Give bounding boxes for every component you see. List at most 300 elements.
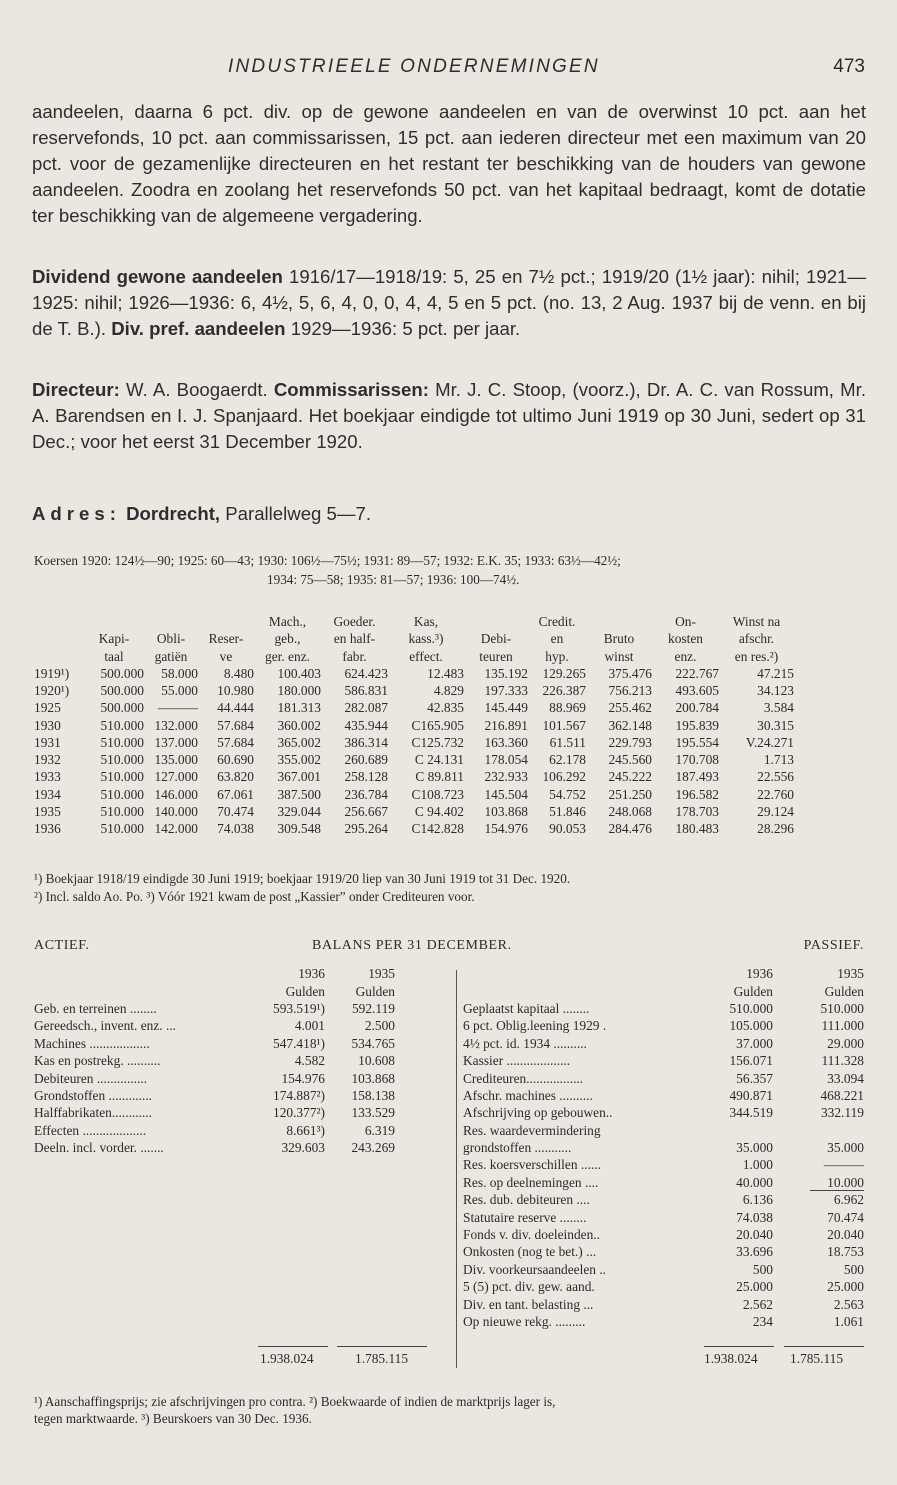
balance-value-1936: 510.000 bbox=[729, 1000, 773, 1016]
table-cell: 163.360 bbox=[484, 734, 528, 750]
spacer bbox=[463, 965, 685, 982]
table-cell: 500.000 bbox=[100, 665, 144, 681]
balance-unit-row bbox=[34, 982, 395, 999]
table-header-row bbox=[34, 630, 794, 648]
dividend-text: 1916/17—1918/19: 5, 25 en 7½ pct.; 1919/20 (1½ jaar): nihil; 1921—1925: nihil; 1926—1936: 6, 4½, 5, 6, 4, 0, 0, 4, 4, 5 en 5 pct. (no. 13, 2 Aug. 1937 bij de venn. en bij de T. B.). bbox=[32, 266, 866, 339]
balance-value-1936: 56.357 bbox=[736, 1070, 773, 1086]
total-rule bbox=[784, 1346, 864, 1347]
column-header: Obli- bbox=[156, 631, 186, 646]
balance-value-1936: 35.000 bbox=[736, 1140, 773, 1156]
actief-total-1935: 1.785.115 bbox=[355, 1351, 409, 1366]
table-cell: 500.000 bbox=[100, 700, 144, 716]
address-street: Parallelweg 5—7. bbox=[220, 503, 371, 524]
balance-row bbox=[463, 1122, 864, 1139]
balance-value-1935: 510.000 bbox=[820, 1000, 864, 1016]
table-cell: 197.333 bbox=[484, 682, 528, 698]
balance-value-1936: 4.001 bbox=[294, 1018, 325, 1034]
table-cell: 42.835 bbox=[427, 700, 464, 716]
column-header bbox=[144, 612, 198, 630]
row-year: 1919¹) bbox=[34, 665, 70, 681]
unit-label: Gulden bbox=[355, 983, 395, 999]
table-cell: 178.054 bbox=[484, 752, 528, 768]
table-cell: C 24.131 bbox=[414, 752, 464, 768]
column-header: taal bbox=[104, 648, 124, 664]
balance-value-1935: 133.529 bbox=[351, 1105, 395, 1121]
table-cell: 170.708 bbox=[675, 752, 719, 768]
paragraph-statutes bbox=[32, 99, 866, 229]
table-cell: 435.944 bbox=[344, 717, 388, 733]
total-rule bbox=[337, 1346, 427, 1347]
table-cell: 510.000 bbox=[100, 769, 144, 785]
table-cell: 140.000 bbox=[154, 804, 198, 820]
balance-item-label: 5 (5) pct. div. gew. aand. bbox=[463, 1279, 595, 1295]
balance-value-1936 bbox=[685, 1122, 773, 1139]
balance-title: BALANS PER 31 DECEMBER. bbox=[312, 938, 512, 953]
balance-row bbox=[463, 1295, 864, 1312]
balance-item-label: Crediteuren................. bbox=[463, 1070, 584, 1086]
table-cell: 180.483 bbox=[675, 821, 719, 837]
table-cell: C 89.811 bbox=[415, 769, 464, 785]
balance-item-label: Kassier ................... bbox=[463, 1053, 571, 1069]
column-header: en res.²) bbox=[734, 648, 779, 664]
balance-item-label: 4½ pct. id. 1934 .......... bbox=[463, 1035, 587, 1051]
row-year: 1920¹) bbox=[34, 682, 70, 698]
table-cell: 367.001 bbox=[277, 769, 321, 785]
column-header: effect. bbox=[409, 648, 443, 664]
table-cell: 586.831 bbox=[344, 682, 388, 698]
table-cell: 57.684 bbox=[217, 717, 254, 733]
table-cell: 57.684 bbox=[217, 734, 254, 750]
column-header bbox=[34, 647, 84, 665]
balance-value-1935: 534.765 bbox=[351, 1035, 395, 1051]
commissarissen-text: Mr. J. C. Stoop, (voorz.), Dr. A. C. van Rossum, Mr. A. Barendsen en I. J. Spanjaard. Het boekjaar eindigde tot ultimo Juni 1919 op 30 Juni, sedert op 31 Dec.; voor het eerst 31 December 1920. bbox=[32, 379, 866, 452]
table-cell: 236.784 bbox=[344, 786, 388, 802]
column-header bbox=[464, 612, 528, 630]
balance-header bbox=[34, 938, 864, 958]
paragraph-management bbox=[32, 377, 866, 455]
balance-row bbox=[34, 1139, 395, 1156]
balance-value-1936: 547.418¹) bbox=[273, 1035, 325, 1051]
unit-label: Gulden bbox=[733, 983, 773, 999]
balance-row bbox=[463, 1104, 864, 1121]
table-cell: 251.250 bbox=[608, 786, 652, 802]
balance-row bbox=[34, 1052, 395, 1069]
balance-item-label: Op nieuwe rekg. ......... bbox=[463, 1314, 586, 1329]
balance-divider bbox=[456, 970, 457, 1368]
balance-value-1936: 156.071 bbox=[729, 1053, 773, 1069]
column-header: hyp. bbox=[545, 648, 569, 664]
balance-item-label: Deeln. incl. vorder. ....... bbox=[34, 1140, 164, 1156]
balance-row bbox=[34, 1087, 395, 1104]
balance-row bbox=[463, 1156, 864, 1173]
table-cell: 61.511 bbox=[549, 734, 586, 750]
balance-item-label: Res. dub. debiteuren .... bbox=[463, 1192, 590, 1208]
pref-dividend-label: Div. pref. aandeelen bbox=[111, 318, 286, 339]
balance-item-label: Kas en postrekg. .......... bbox=[34, 1053, 161, 1069]
table-cell: 510.000 bbox=[100, 752, 144, 768]
table-cell: C165.905 bbox=[411, 717, 464, 733]
column-header: en half- bbox=[333, 631, 376, 646]
paragraph-address bbox=[32, 501, 866, 527]
table-cell: 226.387 bbox=[542, 682, 586, 698]
financial-table bbox=[34, 612, 794, 837]
table-cell: 145.449 bbox=[484, 700, 528, 716]
table-cell: 510.000 bbox=[100, 786, 144, 802]
balance-value-1935: 18.753 bbox=[827, 1244, 864, 1260]
table-cell: 284.476 bbox=[608, 821, 652, 837]
balance-value-1936: 174.887²) bbox=[273, 1087, 325, 1103]
balance-item-label: Grondstoffen ............. bbox=[34, 1087, 153, 1103]
table-cell: 74.038 bbox=[217, 821, 254, 837]
actief-table bbox=[34, 965, 395, 1156]
balance-value-1936: 500 bbox=[752, 1261, 773, 1277]
table-row bbox=[34, 820, 794, 837]
balance-value-1935: 70.474 bbox=[827, 1209, 864, 1225]
table-cell: 510.000 bbox=[100, 717, 144, 733]
balance-value-1936: 154.976 bbox=[281, 1070, 325, 1086]
table-body bbox=[34, 665, 794, 838]
table-cell: 255.462 bbox=[608, 700, 652, 716]
table-cell: 34.123 bbox=[757, 682, 794, 698]
table-header bbox=[34, 612, 794, 665]
table-cell: 493.605 bbox=[675, 682, 719, 698]
column-header: kosten bbox=[668, 631, 703, 646]
balance-value-1935: 592.119 bbox=[351, 1000, 395, 1016]
table-cell: 365.002 bbox=[277, 734, 321, 750]
balance-value-1935: 2.500 bbox=[364, 1018, 395, 1034]
table-cell: 756.213 bbox=[608, 682, 652, 698]
table-row bbox=[34, 803, 794, 820]
balance-value-1935: 10.000 bbox=[827, 1174, 864, 1190]
column-header: fabr. bbox=[342, 648, 367, 664]
address-label: Adres: bbox=[32, 503, 121, 524]
table-cell: 132.000 bbox=[154, 717, 198, 733]
balance-row bbox=[463, 1278, 864, 1295]
commissarissen-label: Commissarissen: bbox=[273, 379, 429, 400]
table-cell: V.24.271 bbox=[745, 734, 794, 750]
balance-row bbox=[463, 1087, 864, 1104]
table-cell: 51.846 bbox=[549, 804, 586, 820]
column-header: Kapi- bbox=[98, 631, 130, 646]
table-cell: 22.760 bbox=[757, 786, 794, 802]
directeur-label: Directeur: bbox=[32, 379, 120, 400]
balance-row bbox=[463, 1035, 864, 1052]
balance-footnotes bbox=[34, 1393, 864, 1427]
running-header bbox=[0, 56, 897, 86]
balance-value-1935: 103.868 bbox=[351, 1070, 395, 1086]
table-cell: 216.891 bbox=[484, 717, 528, 733]
balance-row bbox=[463, 1174, 864, 1191]
table-cell: 260.689 bbox=[344, 752, 388, 768]
balance-value-1936: 490.871 bbox=[729, 1087, 773, 1103]
balance-item-label: grondstoffen ........... bbox=[463, 1140, 572, 1156]
table-cell: 500.000 bbox=[100, 682, 144, 698]
balance-item-label: Afschr. machines .......... bbox=[463, 1087, 593, 1103]
table-row bbox=[34, 786, 794, 803]
table-cell: 127.000 bbox=[154, 769, 198, 785]
column-header: ve bbox=[219, 648, 233, 664]
table-cell: 258.128 bbox=[344, 769, 388, 785]
balance-value-1935 bbox=[773, 1122, 864, 1139]
spacer bbox=[34, 965, 259, 982]
table-cell: 63.820 bbox=[217, 769, 254, 785]
column-header: On- bbox=[675, 613, 696, 629]
table-cell: 180.000 bbox=[277, 682, 321, 698]
column-header: Kas, bbox=[413, 613, 439, 629]
balance-value-1935: 33.094 bbox=[827, 1070, 864, 1086]
table-cell: 245.560 bbox=[608, 752, 652, 768]
column-header: en bbox=[550, 631, 564, 646]
column-header: Winst na bbox=[732, 613, 781, 629]
balance-row bbox=[463, 1191, 864, 1208]
balance-row bbox=[34, 1104, 395, 1121]
table-cell: 510.000 bbox=[100, 821, 144, 837]
balance-value-1936: 6.136 bbox=[742, 1192, 773, 1208]
balance-item-label: Effecten ................... bbox=[34, 1122, 147, 1138]
row-year: 1936 bbox=[34, 821, 61, 837]
year-1936: 1936 bbox=[298, 966, 325, 982]
balance-item-label: Machines .................. bbox=[34, 1035, 150, 1051]
row-year: 1933 bbox=[34, 769, 61, 785]
balance-item-label: Res. waardevermindering bbox=[463, 1122, 601, 1138]
table-cell: 103.868 bbox=[484, 804, 528, 820]
address-city: Dordrecht, bbox=[126, 503, 221, 524]
actief-title: ACTIEF. bbox=[34, 938, 90, 953]
balance-value-1936: 344.519 bbox=[729, 1105, 773, 1121]
table-cell: 195.839 bbox=[675, 717, 719, 733]
table-cell: C125.732 bbox=[411, 734, 464, 750]
actief-total-1936: 1.938.024 bbox=[260, 1351, 314, 1366]
column-header bbox=[34, 612, 84, 630]
balance-row bbox=[463, 1139, 864, 1156]
table-cell: 386.314 bbox=[344, 734, 388, 750]
balance-value-1936: 25.000 bbox=[736, 1279, 773, 1295]
balance-value-1936: 8.661³) bbox=[286, 1122, 325, 1138]
balance-value-1935: 35.000 bbox=[827, 1140, 864, 1156]
table-cell: 178.703 bbox=[675, 804, 719, 820]
passief-table bbox=[463, 965, 864, 1330]
balance-value-1936: 74.038 bbox=[736, 1209, 773, 1225]
balance-value-1935: 6.319 bbox=[364, 1122, 395, 1138]
table-cell: 195.554 bbox=[675, 734, 719, 750]
column-header: geb., bbox=[274, 631, 301, 646]
footnote-line-2: tegen marktwaarde. ³) Beurskoers van 30 Dec. 1936. bbox=[34, 1411, 312, 1426]
table-cell: 29.124 bbox=[757, 804, 794, 820]
table-cell: 154.976 bbox=[484, 821, 528, 837]
passief-total-1935: 1.785.115 bbox=[790, 1351, 844, 1366]
running-title: INDUSTRIEELE ONDERNEMINGEN bbox=[228, 56, 600, 77]
balance-item-label: Statutaire reserve ........ bbox=[463, 1209, 587, 1225]
spacer bbox=[34, 982, 259, 999]
balance-row bbox=[463, 1208, 864, 1225]
table-cell: 360.002 bbox=[277, 717, 321, 733]
table-row bbox=[34, 665, 794, 682]
balance-value-1935: 1.061 bbox=[833, 1314, 864, 1329]
balance-item-label: Div. voorkeursaandeelen .. bbox=[463, 1261, 607, 1277]
year-1936: 1936 bbox=[746, 966, 773, 982]
balance-value-1936: 4.582 bbox=[294, 1053, 325, 1069]
share-prices-line-1: Koersen 1920: 124½—90; 1925: 60—43; 1930: 106½—75½; 1931: 89—57; 1932: E.K. 35; 1933: 63½—42½; bbox=[34, 553, 621, 568]
balance-item-label: Fonds v. div. doeleinden.. bbox=[463, 1227, 600, 1243]
table-cell: 375.476 bbox=[608, 665, 652, 681]
paragraph-text: aandeelen, daarna 6 pct. div. op de gewone aandeelen en van de overwinst 10 pct. aan het reservefonds, 10 pct. aan commissarissen, 15 pct. aan iederen directeur met een maximum van 20 pct. voor de gezamenlijke directeuren en het restant ter beschikking van de houders van gewone aandeelen. Zoodra en zoolang het reservefonds 50 pct. van het kapitaal bedraagt, komt de dotatie ter beschikking van de algemeene vergadering. bbox=[32, 101, 866, 226]
column-header: enz. bbox=[674, 648, 697, 664]
table-cell: 355.002 bbox=[277, 752, 321, 768]
balance-value-1935: 468.221 bbox=[820, 1087, 864, 1103]
table-cell: 510.000 bbox=[100, 804, 144, 820]
table-cell: 256.667 bbox=[344, 804, 388, 820]
table-cell: 3.584 bbox=[763, 700, 794, 716]
table-cell: 60.690 bbox=[217, 752, 254, 768]
table-row bbox=[34, 716, 794, 733]
balance-year-row bbox=[34, 965, 395, 982]
table-cell: 70.474 bbox=[217, 804, 254, 820]
balance-value-1936: 40.000 bbox=[736, 1174, 773, 1190]
column-header: Credit. bbox=[538, 613, 576, 629]
table-cell: 135.192 bbox=[484, 665, 528, 681]
table-cell: 295.264 bbox=[344, 821, 388, 837]
balance-value-1935: 111.000 bbox=[821, 1018, 864, 1034]
balance-row bbox=[463, 1000, 864, 1017]
column-header: Mach., bbox=[268, 613, 307, 629]
dash-rule bbox=[810, 1190, 864, 1191]
balance-row bbox=[34, 1069, 395, 1086]
year-1935: 1935 bbox=[368, 966, 395, 982]
balance-value-1936: 105.000 bbox=[729, 1018, 773, 1034]
balance-value-1935: ——— bbox=[823, 1157, 864, 1173]
table-cell: 145.504 bbox=[484, 786, 528, 802]
table-cell: C 94.402 bbox=[414, 804, 464, 820]
column-header bbox=[198, 612, 254, 630]
balance-item-label: Res. op deelnemingen .... bbox=[463, 1174, 599, 1190]
row-year: 1931 bbox=[34, 734, 61, 750]
table-cell: 12.483 bbox=[427, 665, 464, 681]
column-header: teuren bbox=[479, 648, 513, 664]
footnote-line-1: ¹) Aanschaffingsprijs; zie afschrijvingen pro contra. ²) Boekwaarde of indien de marktprijs lager is, bbox=[34, 1394, 556, 1409]
balance-item-label: Geplaatst kapitaal ........ bbox=[463, 1000, 590, 1016]
paragraph-dividend bbox=[32, 264, 866, 342]
column-header: gatiën bbox=[154, 648, 188, 664]
table-cell: 58.000 bbox=[161, 665, 198, 681]
balance-item-label: Div. en tant. belasting ... bbox=[463, 1296, 594, 1312]
table-cell: 248.068 bbox=[608, 804, 652, 820]
table-cell: 362.148 bbox=[608, 717, 652, 733]
balance-value-1935: 111.328 bbox=[821, 1053, 864, 1069]
column-header bbox=[84, 612, 144, 630]
table-cell: 181.313 bbox=[277, 700, 321, 716]
table-cell: C142.828 bbox=[411, 821, 464, 837]
table-cell: 54.752 bbox=[549, 786, 586, 802]
table-cell: 196.582 bbox=[675, 786, 719, 802]
table-cell: 232.933 bbox=[484, 769, 528, 785]
balance-year-row bbox=[463, 965, 864, 982]
table-cell: 137.000 bbox=[154, 734, 198, 750]
balance-value-1935: 10.608 bbox=[358, 1053, 395, 1069]
balance-item-label: Geb. en terreinen ........ bbox=[34, 1000, 157, 1016]
table-cell: 187.493 bbox=[675, 769, 719, 785]
table-cell: 8.480 bbox=[223, 665, 254, 681]
table-cell: 100.403 bbox=[277, 665, 321, 681]
balance-value-1936: 1.000 bbox=[742, 1157, 773, 1173]
row-year: 1935 bbox=[34, 804, 61, 820]
passief-total-1936: 1.938.024 bbox=[704, 1351, 758, 1366]
table-cell: 101.567 bbox=[542, 717, 586, 733]
balance-value-1935: 332.119 bbox=[820, 1105, 864, 1121]
balance-value-1936: 593.519¹) bbox=[273, 1000, 325, 1016]
column-header: Reser- bbox=[208, 631, 244, 646]
balance-row bbox=[463, 1243, 864, 1260]
table-row bbox=[34, 699, 794, 716]
balance-value-1935: 158.138 bbox=[351, 1087, 395, 1103]
table-cell: 28.296 bbox=[757, 821, 794, 837]
balance-value-1935: 6.962 bbox=[833, 1192, 864, 1208]
table-cell: 22.556 bbox=[757, 769, 794, 785]
table-row bbox=[34, 734, 794, 751]
table-cell: 222.767 bbox=[675, 665, 719, 681]
table-cell: 329.044 bbox=[277, 804, 321, 820]
balance-value-1935: 500 bbox=[843, 1261, 864, 1277]
balance-value-1935: 243.269 bbox=[351, 1140, 395, 1156]
table-cell: 282.087 bbox=[344, 700, 388, 716]
balance-row bbox=[34, 1122, 395, 1139]
directeur-text: W. A. Boogaerdt. bbox=[119, 379, 274, 400]
balance-item-label: Debiteuren ............... bbox=[34, 1070, 148, 1086]
table-cell: 309.548 bbox=[277, 821, 321, 837]
table-header-row bbox=[34, 612, 794, 630]
table-cell: 1.713 bbox=[763, 752, 794, 768]
table-row bbox=[34, 768, 794, 785]
table-cell: 67.061 bbox=[217, 786, 254, 802]
table-cell: 44.444 bbox=[217, 700, 254, 716]
column-header bbox=[586, 612, 652, 630]
balance-unit-row bbox=[463, 982, 864, 999]
balance-row bbox=[34, 1035, 395, 1052]
table-cell: 146.000 bbox=[154, 786, 198, 802]
column-header: Bruto bbox=[603, 631, 635, 646]
column-header: ger. enz. bbox=[265, 648, 310, 664]
table-cell: 142.000 bbox=[154, 821, 198, 837]
page-number: 473 bbox=[833, 56, 865, 77]
table-header-row bbox=[34, 647, 794, 665]
balance-row bbox=[34, 1017, 395, 1034]
spacer bbox=[463, 982, 685, 999]
dividend-label: Dividend gewone aandeelen bbox=[32, 266, 283, 287]
balance-row bbox=[34, 1000, 395, 1017]
table-row bbox=[34, 751, 794, 768]
table-cell: 624.423 bbox=[344, 665, 388, 681]
row-year: 1932 bbox=[34, 752, 61, 768]
column-header bbox=[34, 630, 84, 648]
table-cell: 4.829 bbox=[433, 682, 464, 698]
table-cell: 135.000 bbox=[154, 752, 198, 768]
table-cell: 129.265 bbox=[542, 665, 586, 681]
balance-item-label: Afschrijving op gebouwen.. bbox=[463, 1105, 613, 1121]
column-header: Goeder. bbox=[333, 613, 376, 629]
table-cell: 106.292 bbox=[542, 769, 586, 785]
share-prices-line-2: 1934: 75—58; 1935: 81—57; 1936: 100—74½. bbox=[267, 572, 520, 587]
balance-value-1936: 2.562 bbox=[742, 1296, 773, 1312]
balance-value-1935: 20.040 bbox=[827, 1227, 864, 1243]
balance-row bbox=[463, 1226, 864, 1243]
table-cell: C108.723 bbox=[411, 786, 464, 802]
table-cell: 62.178 bbox=[549, 752, 586, 768]
pref-dividend-text: 1929—1936: 5 pct. per jaar. bbox=[285, 318, 521, 339]
balance-value-1936: 234 bbox=[752, 1314, 773, 1329]
table-cell: 245.222 bbox=[608, 769, 652, 785]
balance-item-label: 6 pct. Oblig.leening 1929 . bbox=[463, 1018, 607, 1034]
table-cell: 510.000 bbox=[100, 734, 144, 750]
column-header: winst bbox=[604, 648, 634, 664]
